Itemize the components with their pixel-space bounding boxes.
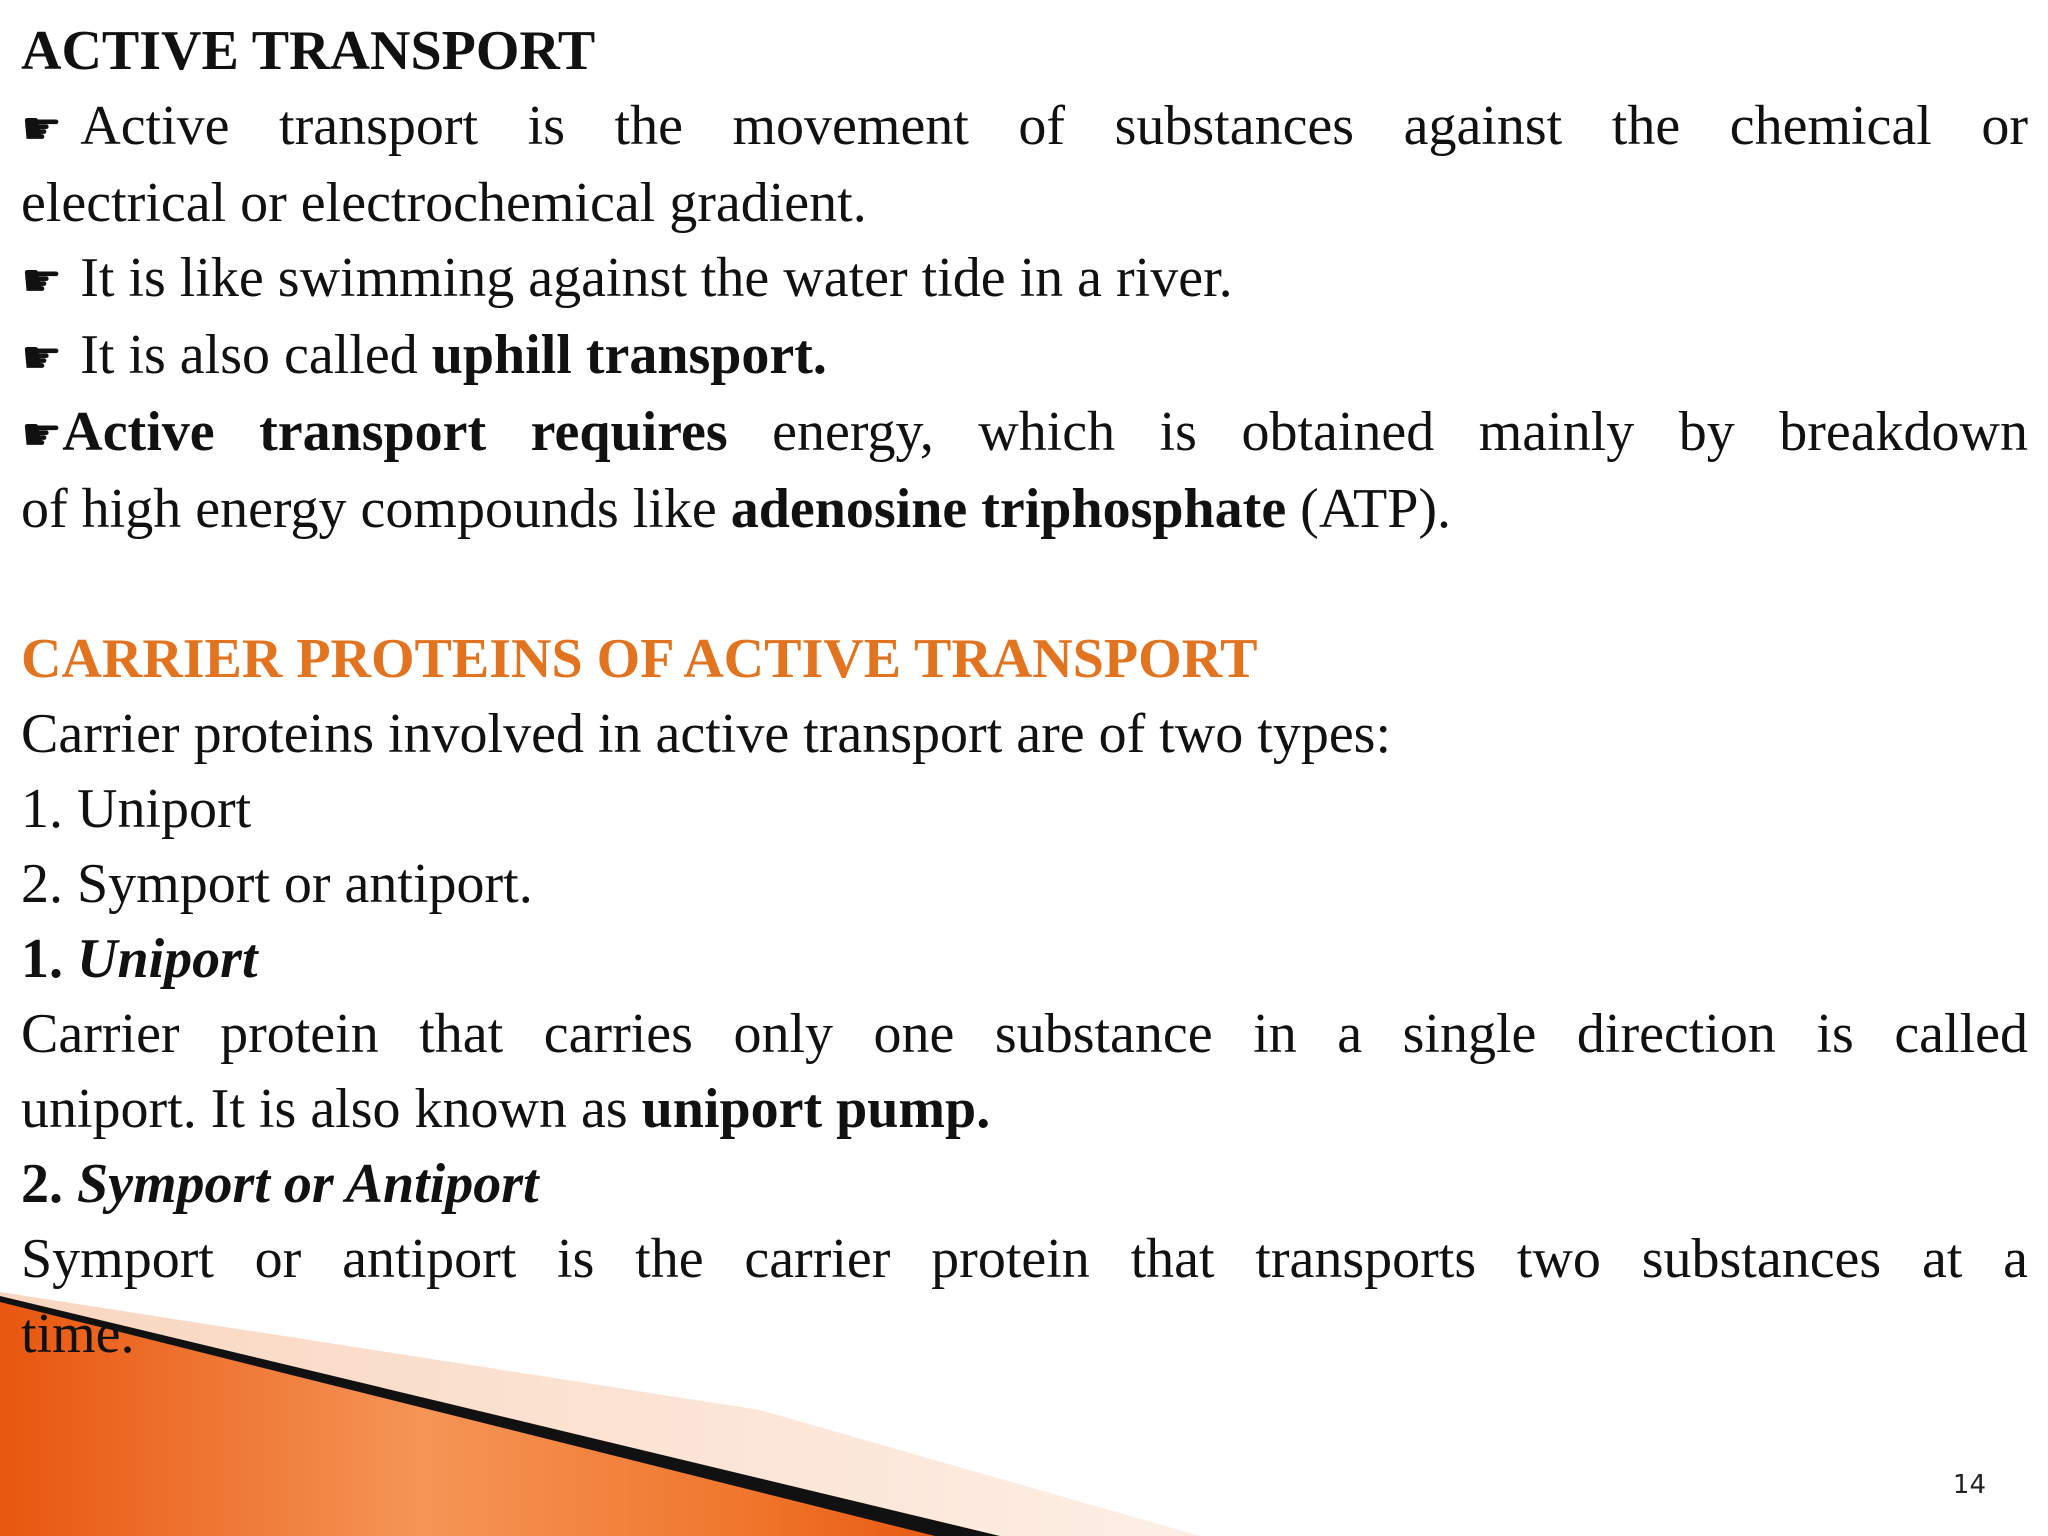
section-intro: Carrier proteins involved in active transport are of two types:	[21, 703, 1392, 765]
uniport-line-2	[21, 1072, 2028, 1147]
type-item-1: 1. Uniport	[21, 778, 252, 840]
symport-heading	[21, 1147, 2028, 1222]
bullet-4-line-2	[21, 472, 2028, 547]
pointing-hand-icon: ☛	[21, 407, 63, 461]
bullet-2	[21, 241, 2028, 318]
bullet-4-line-1	[21, 395, 2028, 472]
bullet-3	[21, 318, 2028, 395]
uniport-line-2-bold: uniport pump.	[641, 1078, 991, 1140]
bullet-4-line-2-prefix: of high energy compounds like	[21, 478, 731, 540]
symport-line-2: time.	[21, 1303, 135, 1365]
uniport-line-2-prefix: uniport. It is also known as	[21, 1078, 642, 1140]
pointing-hand-icon: ☛	[21, 330, 63, 384]
bullet-4-line-2-bold: adenosine triphosphate	[730, 478, 1287, 540]
symport-line-1: Symport or antiport is the carrier protein that transports two substances at a	[21, 1228, 2028, 1290]
type-item-2: 2. Symport or antiport.	[21, 853, 533, 915]
uniport-number: 1.	[21, 928, 77, 990]
bullet-4-line-2-suffix: (ATP).	[1286, 478, 1452, 540]
uniport-heading	[21, 922, 2028, 997]
spacer	[21, 547, 2028, 622]
symport-number: 2.	[21, 1153, 77, 1215]
pointing-hand-icon: ☛	[21, 253, 63, 307]
bullet-4-bold: Active transport requires	[62, 401, 728, 463]
bullet-2-text: It is like swimming against the water tide in a river.	[80, 247, 1233, 309]
page-number: 14	[1952, 1470, 1986, 1500]
bullet-3-text: It is also called	[80, 324, 432, 386]
bullet-1-line-2: electrical or electrochemical gradient.	[21, 172, 867, 234]
pointing-hand-icon: ☛	[21, 101, 63, 155]
bullet-3-bold: uphill transport.	[431, 324, 827, 386]
slide-content	[21, 14, 2028, 1372]
bullet-1-line-1	[21, 89, 2028, 166]
bullet-1-text: Active transport is the movement of substances against the chemical or	[80, 95, 2028, 157]
uniport-line-1: Carrier protein that carries only one substance in a single direction is called	[21, 1003, 2028, 1065]
section-heading: CARRIER PROTEINS OF ACTIVE TRANSPORT	[21, 628, 1258, 690]
uniport-title: Uniport	[77, 928, 258, 990]
slide-title: ACTIVE TRANSPORT	[21, 20, 596, 82]
symport-title: Symport or Antiport	[77, 1153, 539, 1215]
bullet-4-text: energy, which is obtained mainly by breakdown	[727, 401, 2028, 463]
